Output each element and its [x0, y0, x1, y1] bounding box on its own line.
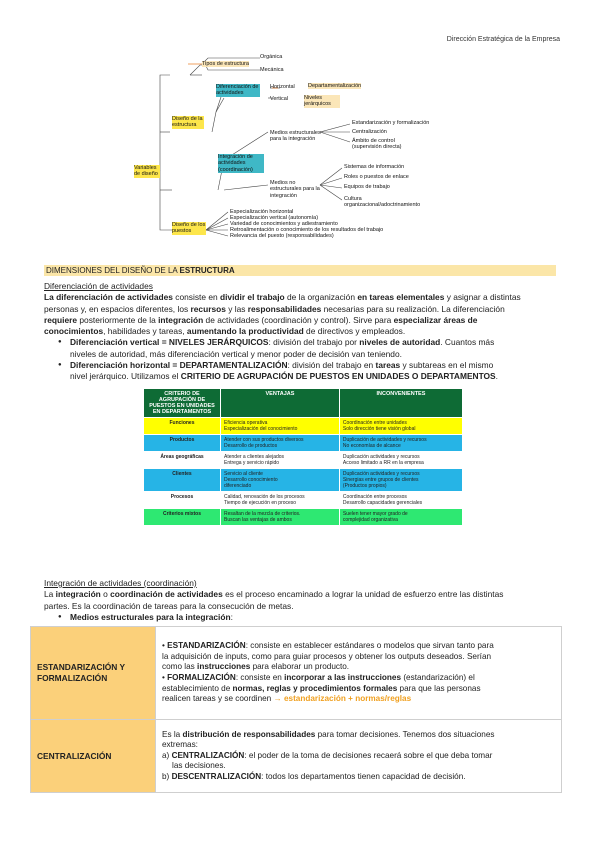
cell-text: Solo dirección tiene visión global: [342, 426, 416, 432]
t-l4c: aumentando la productividad: [186, 326, 304, 337]
content-centralizacion: [156, 720, 562, 793]
mm-organica: Orgánica: [260, 54, 283, 60]
mm-sistemas-info: Sistemas de información: [344, 164, 405, 170]
mm-puesto-3: Variedad de conocimientos y adiestramiento: [230, 221, 338, 227]
mm-diferenciacion-label: Diferenciación de actividades: [216, 84, 259, 97]
cell-text: diferenciado: [224, 483, 252, 489]
integracion-bullets: [44, 612, 564, 623]
cell-text: complejidad organizativa: [342, 517, 398, 523]
header-title: Dirección Estratégica de la Empresa: [446, 36, 560, 43]
t-l1b: consiste en: [172, 292, 220, 303]
diferenciacion-line-4: [44, 326, 564, 337]
th-criterio: CRITERIO DE AGRUPACIÓN DE PUESTOS EN UNIDADES EN DEPARTAMENTOS: [144, 389, 221, 418]
t-l4b: , habilidades y tareas,: [103, 326, 187, 337]
table-cell: [339, 452, 462, 469]
table-cell: [339, 469, 462, 492]
cell-text: Atender a clientes alejados: [224, 454, 285, 460]
t-c3c: : el poder de la toma de decisiones recaerá sobre el que deba tomar: [244, 750, 493, 760]
table-cell: [221, 452, 340, 469]
section-title-bold: ESTRUCTURA: [179, 266, 235, 275]
integracion-block: [44, 578, 564, 623]
mm-departamentalizacion: [308, 83, 361, 89]
th-ventajas: VENTAJAS: [221, 389, 340, 418]
table-cell: [144, 492, 221, 509]
label-estandarizacion: ESTANDARIZACIÓN Y FORMALIZACIÓN: [31, 627, 156, 720]
cell-text: Especialización del conocimiento: [224, 426, 298, 432]
t-l3e: especializar áreas de: [393, 314, 478, 325]
mm-niveles-label: Niveles jerárquicos: [304, 95, 331, 108]
mm-diseno-puestos: [172, 222, 206, 235]
t-v1d: . Cuantos más: [440, 337, 495, 348]
t-h2c: .: [495, 371, 498, 382]
t-l3c: integración: [158, 314, 204, 325]
t-c5c: : todos los departamentos tienen capacidad de decisión.: [261, 771, 466, 781]
centralizacion-line-1: [162, 730, 555, 741]
t-e3b: instrucciones: [197, 662, 251, 672]
table-cell: [144, 418, 221, 435]
t-i1e: es el proceso encaminado a lograr la unidad de esfuerzo entre las distintas: [222, 589, 504, 600]
t-f1b: FORMALIZACIÓN: [167, 673, 236, 682]
integracion-heading: Integración de actividades (coordinación): [44, 578, 197, 588]
t-ibc: :: [230, 611, 233, 622]
t-e1a: •: [162, 641, 168, 651]
mm-puesto-4: Retroalimentación o conocimiento de los resultados del trabajo: [230, 227, 384, 233]
t-h1a: Diferenciación horizontal = DEPARTAMENTALIZACIÓN: [70, 360, 288, 371]
formalizacion-line-1: [162, 673, 555, 684]
t-l3b: posteriormente de la: [77, 314, 159, 325]
t-i1d: coordinación de actividades: [110, 589, 223, 600]
t-i1c: o: [100, 589, 111, 600]
cell-text: Funciones: [169, 420, 195, 426]
diferenciacion-heading: Diferenciación de actividades: [44, 281, 153, 291]
table-cell: [339, 509, 462, 526]
table-cell: [339, 435, 462, 452]
t-l1d: de la organización: [284, 292, 358, 303]
t-c1c: para tomar decisiones. Tenemos dos situaciones: [315, 729, 495, 739]
t-i1b: integración: [55, 589, 101, 600]
cell-text: Suelen tener mayor grado de: [342, 511, 408, 517]
t-l2a: personas y, en espacios diferentes, los: [44, 303, 191, 314]
centralizacion-line-2: extremas:: [162, 740, 198, 750]
t-f3a: realicen tareas y se coordinen: [162, 694, 274, 704]
cell-text: Procesos: [170, 494, 194, 500]
mm-horizontal: Horizontal: [270, 84, 295, 90]
criteria-table: [143, 388, 463, 526]
table-cell: [144, 452, 221, 469]
criteria-table-body: [144, 418, 463, 526]
cell-text: Desarrollo conocimiento: [224, 477, 278, 483]
table-cell: [221, 435, 340, 452]
content-estandarizacion: [156, 627, 562, 720]
table-cell: [221, 418, 340, 435]
cell-text: Áreas geográficas: [160, 454, 204, 460]
mm-roles-enlace: Roles o puestos de enlace: [344, 174, 409, 180]
mm-tipos-estructura-label: Tipos de estructura: [202, 61, 249, 67]
mm-root: [134, 165, 160, 178]
mm-vertical: Vertical: [270, 96, 289, 102]
mm-integracion: [218, 154, 264, 173]
t-c5a: b): [162, 771, 172, 781]
estandarizacion-line-2: la adquisición de inputs, como para guiar procesos y obtener los outputs deseados. Serían: [162, 651, 492, 661]
t-l2d: responsabilidades: [247, 303, 322, 314]
t-f1a: •: [162, 673, 168, 682]
table-cell: [144, 435, 221, 452]
table-cell: [221, 469, 340, 492]
mm-estandarizacion: Estandarización y formalización: [352, 120, 430, 126]
t-e3c: para elaborar un producto.: [250, 662, 350, 672]
table-row: [144, 492, 463, 509]
cell-text: Productos: [169, 437, 195, 443]
t-l1a: La diferenciación de actividades: [44, 292, 173, 303]
mm-root-label: Variables de diseño: [134, 165, 158, 178]
label-centralizacion: CENTRALIZACIÓN: [31, 720, 156, 793]
mm-cultura: Cultura organizacional/adoctrinamiento: [344, 196, 421, 209]
mm-integracion-label: Integración de actividades (coordinación): [218, 154, 253, 173]
bullet-horizontal: [44, 360, 564, 383]
cell-text: Servicio al cliente: [224, 471, 263, 477]
mm-medios-no-estructurales: Medios no estructurales para la integración: [270, 180, 320, 199]
mm-equipos: Equipos de trabajo: [344, 184, 390, 190]
mind-map: [120, 50, 460, 255]
table-cell: [221, 509, 340, 526]
mm-departamentalizacion-label: Departamentalización: [308, 83, 362, 89]
row-centralizacion: [31, 720, 562, 793]
t-e3a: como las: [162, 662, 198, 672]
cell-text: (Productos propios): [342, 483, 387, 489]
t-c1b: distribución de responsabilidades: [182, 729, 316, 739]
t-c3b: CENTRALIZACIÓN: [171, 750, 245, 760]
cell-text: Desarrollo de productos: [224, 443, 278, 449]
t-l1f: y asignar a distintas: [444, 292, 521, 303]
cell-text: Eficiencia operativa: [224, 420, 268, 426]
t-l4d: de directivos y empleados.: [303, 326, 406, 337]
t-c5b: DESCENTRALIZACIÓN: [171, 771, 262, 781]
estandarizacion-line-1: [162, 641, 555, 652]
formalizacion-line-2: [162, 684, 555, 695]
mm-ambito-control: Ámbito de control (supervisión directa): [352, 138, 402, 151]
table-cell: [144, 509, 221, 526]
t-c1a: Es la: [162, 729, 183, 739]
cell-text: Coordinación entre procesos: [342, 494, 407, 500]
t-f2b: normas, reglas y procedimientos formales: [232, 683, 398, 693]
cell-text: Duplicación actividades y recursos: [342, 471, 420, 477]
cell-text: Entrega y servicio rápido: [224, 460, 280, 466]
section-title-plain: DIMENSIONES DEL DISEÑO DE LA: [46, 266, 180, 275]
mm-diferenciacion: [216, 84, 260, 97]
mm-mecanica: Mecánica: [260, 67, 284, 73]
diferenciacion-bullets: [44, 337, 564, 382]
t-v1b: : división del trabajo por: [268, 337, 360, 348]
t-h1c: tareas: [375, 360, 401, 371]
cell-text: Coordinación entre unidades: [342, 420, 407, 426]
table-cell: [144, 469, 221, 492]
cell-text: Atender con sus productos diversos: [224, 437, 304, 443]
cell-text: Buscan las ventajas de ambos: [224, 517, 292, 523]
mm-medios-estructurales: Medios estructurales para la integración: [270, 130, 321, 143]
t-l4a: conocimientos: [44, 326, 104, 337]
diferenciacion-block: [44, 281, 564, 383]
diferenciacion-line-1: [44, 292, 564, 303]
centralizacion-line-4: las decisiones.: [172, 761, 226, 771]
section-title: [44, 265, 556, 276]
table-row: [144, 452, 463, 469]
table-row: [144, 418, 463, 435]
cell-text: Calidad, renovación de los procesos: [224, 494, 305, 500]
cell-text: Acceso limitado a RR en la empresa: [342, 460, 424, 466]
diferenciacion-line-2: [44, 304, 564, 315]
mm-centralizacion: Centralización: [352, 129, 387, 135]
t-l1e: en tareas elementales: [357, 292, 445, 303]
cell-text: Resaltan de la mezcla de criterios.: [224, 511, 301, 517]
table-row: [144, 469, 463, 492]
t-l2b: recursos: [190, 303, 226, 314]
table-row: [144, 435, 463, 452]
centralizacion-line-3: [162, 751, 555, 762]
t-c3a: a): [162, 750, 172, 760]
formalizacion-line-3: [162, 694, 555, 705]
t-h1d: y subtareas en el mismo: [400, 360, 494, 371]
cell-text: Tiempo de ejecución en proceso: [224, 500, 297, 506]
row-estandarizacion: [31, 627, 562, 720]
cell-text: Duplicación actividades y recursos: [342, 454, 420, 460]
th-inconvenientes: INCONVENIENTES: [339, 389, 462, 418]
t-e1b: ESTANDARIZACIÓN: [167, 641, 246, 651]
mm-puesto-2: Especialización vertical (autonomía): [230, 215, 319, 221]
table-row: [144, 509, 463, 526]
t-ib: Medios estructurales para la integración: [70, 611, 231, 622]
cell-text: No economías de alcance: [342, 443, 401, 449]
diferenciacion-line-3: [44, 315, 564, 326]
t-v2: niveles de autoridad, más diferenciación vertical y menor poder de decisión van teniendo.: [70, 348, 402, 359]
mm-puesto-1: Especialización horizontal: [230, 209, 294, 215]
t-f1d: incorporar a las instrucciones: [284, 673, 402, 682]
criteria-table-header: [144, 389, 463, 418]
t-f3b: → estandarización + normas/reglas: [273, 694, 412, 704]
t-f2a: establecimiento de: [162, 683, 233, 693]
t-l1c: dividir el trabajo: [219, 292, 285, 303]
mm-diseno-puestos-label: Diseño de los puestos: [172, 222, 206, 235]
t-h1b: : división del trabajo en: [287, 360, 376, 371]
table-cell: [339, 418, 462, 435]
t-h2b: CRITERIO DE AGRUPACIÓN DE PUESTOS EN UNIDADES O DEPARTAMENTOS: [180, 371, 496, 382]
bullet-vertical: [44, 337, 564, 360]
t-v1a: Diferenciación vertical = NIVELES JERÁRQUICOS: [70, 337, 269, 348]
mm-diseno-estructura-label: Diseño de la estructura: [172, 116, 203, 129]
table-cell: [221, 492, 340, 509]
t-f1e: (estandarización) el: [401, 673, 475, 682]
centralizacion-line-5: [162, 772, 555, 783]
cell-text: Clientes: [172, 471, 192, 477]
table-cell: [339, 492, 462, 509]
t-h2a: nivel jerárquico. Utilizamos el: [70, 371, 181, 382]
integracion-line-2: partes. Es la coordinación de tareas para la consecución de metas.: [44, 600, 294, 611]
t-l2e: necesarias para su realización. La diferenciación: [321, 303, 505, 314]
t-f1c: : consiste en: [235, 673, 285, 682]
cell-text: Sinergias entre grupos de clientes: [342, 477, 419, 483]
t-v1c: niveles de autoridad: [359, 337, 441, 348]
mm-puesto-5: Relevancia del puesto (responsabilidades): [230, 233, 334, 239]
integracion-line-1: [44, 589, 564, 600]
mm-diseno-estructura: [172, 116, 204, 129]
t-i1a: La: [44, 589, 56, 600]
mm-niveles: [304, 95, 340, 108]
mm-tipos-estructura: [202, 61, 249, 67]
cell-text: Criterios mixtos: [162, 511, 202, 517]
t-f2c: para que las personas: [397, 683, 481, 693]
cell-text: Duplicación de actividades y recursos: [342, 437, 427, 443]
estandarizacion-line-3: [162, 662, 555, 673]
cell-text: Desarrollo capacidades gerenciales: [342, 500, 423, 506]
t-l3a: requiere: [44, 314, 78, 325]
t-e1c: : consiste en establecer estándares o modelos que sirvan tanto para: [245, 641, 494, 651]
t-l2c: y las: [225, 303, 248, 314]
t-l3d: de actividades (coordinación y control). Sirve para: [203, 314, 394, 325]
bullet-medios: [44, 612, 564, 623]
integration-means-table: [30, 626, 562, 793]
